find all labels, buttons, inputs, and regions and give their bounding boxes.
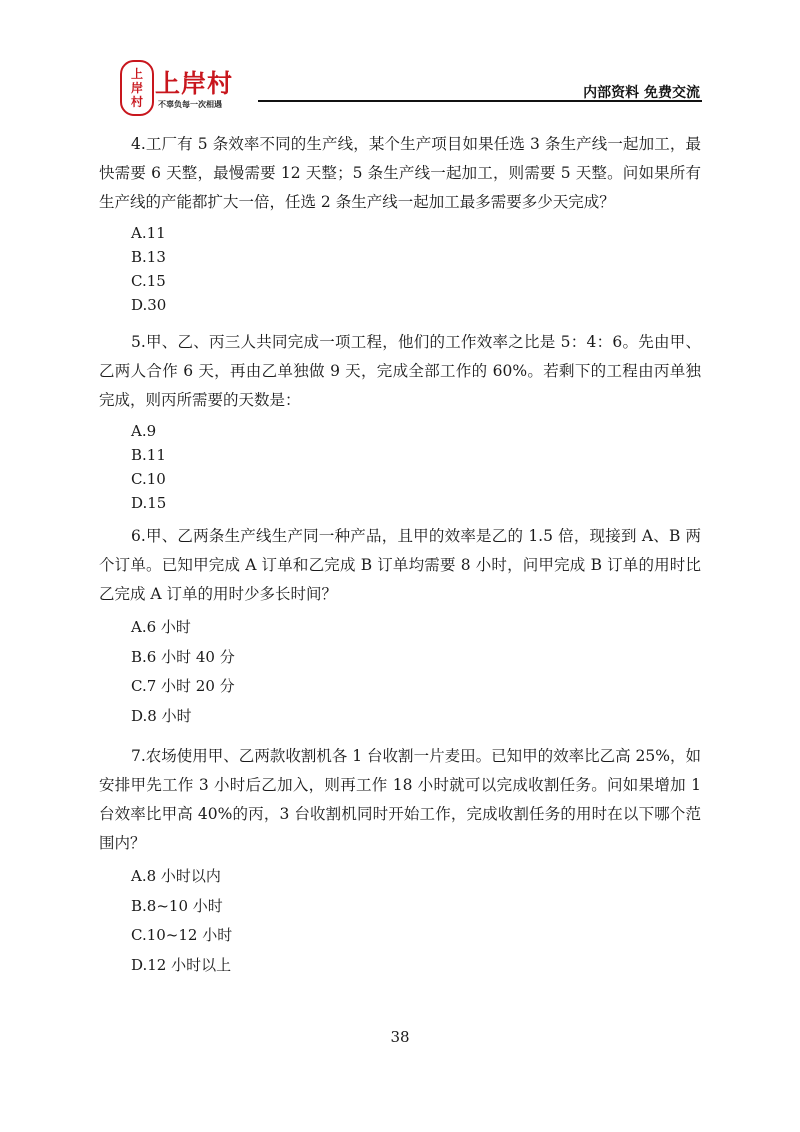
option-list bbox=[99, 613, 701, 731]
option-d: D.8 小时 bbox=[131, 706, 192, 725]
option-d: D.15 bbox=[131, 494, 167, 512]
page-header bbox=[0, 0, 800, 120]
option-c: C.10~12 小时 bbox=[131, 926, 233, 944]
header-tag: 内部资料 免费交流 bbox=[583, 85, 700, 101]
option-b: B.8~10 小时 bbox=[131, 896, 223, 915]
option-a: A.8 小时以内 bbox=[131, 867, 221, 885]
option-a: A.9 bbox=[131, 422, 157, 440]
option-b: B.11 bbox=[131, 446, 166, 464]
option-a: A.6 小时 bbox=[131, 618, 191, 636]
option-list bbox=[99, 419, 701, 515]
option-c: C.10 bbox=[131, 470, 166, 488]
question-stem: 6.甲、乙两条生产线生产同一种产品，且甲的效率是乙的 1.5 倍，现接到 A、B 两个订单。已知甲完成 A 订单和乙完成 B 订单均需要 8 小时，问甲完成 B 订单的用时比乙完成 A 订单的用时少多长时间？ bbox=[99, 527, 701, 603]
option-d: D.12 小时以上 bbox=[131, 955, 232, 974]
option-c: C.7 小时 20 分 bbox=[131, 677, 235, 695]
option-b: B.13 bbox=[131, 248, 166, 266]
option-list bbox=[99, 862, 701, 980]
option-d: D.30 bbox=[131, 296, 167, 314]
question-6 bbox=[99, 522, 701, 731]
question-stem: 4.工厂有 5 条效率不同的生产线，某个生产项目如果任选 3 条生产线一起加工，最快需要 6 天整，最慢需要 12 天整；5 条生产线一起加工，则需要 5 天整。问如果所有生产线的产能都扩大一倍，任选 2 条生产线一起加工最多需要多少天完成？ bbox=[99, 135, 701, 211]
question-4 bbox=[99, 130, 701, 317]
option-c: C.15 bbox=[131, 272, 166, 290]
option-list bbox=[99, 221, 701, 317]
question-stem: 5.甲、乙、丙三人共同完成一项工程，他们的工作效率之比是 5：4：6。先由甲、乙两人合作 6 天，再由乙单独做 9 天，完成全部工作的 60%。若剩下的工程由丙单独完成，则丙所需要的天数是： bbox=[99, 333, 701, 409]
option-a: A.11 bbox=[131, 224, 166, 242]
brand-name: 上岸村 bbox=[155, 69, 234, 98]
option-b: B.6 小时 40 分 bbox=[131, 647, 235, 666]
logo-seal: 上 岸 村 bbox=[120, 60, 154, 116]
question-stem: 7.农场使用甲、乙两款收割机各 1 台收割一片麦田。已知甲的效率比乙高 25%，如安排甲先工作 3 小时后乙加入，则再工作 18 小时就可以完成收割任务。问如果增加 1 台效率比甲高 40%的丙，3 台收割机同时开始工作，完成收割任务的用时在以下哪个范围内？ bbox=[99, 747, 701, 852]
question-7 bbox=[99, 742, 701, 980]
question-5 bbox=[99, 328, 701, 515]
page-number: 38 bbox=[390, 1028, 410, 1046]
brand-slogan: 不辜负每一次相遇 bbox=[158, 100, 222, 109]
